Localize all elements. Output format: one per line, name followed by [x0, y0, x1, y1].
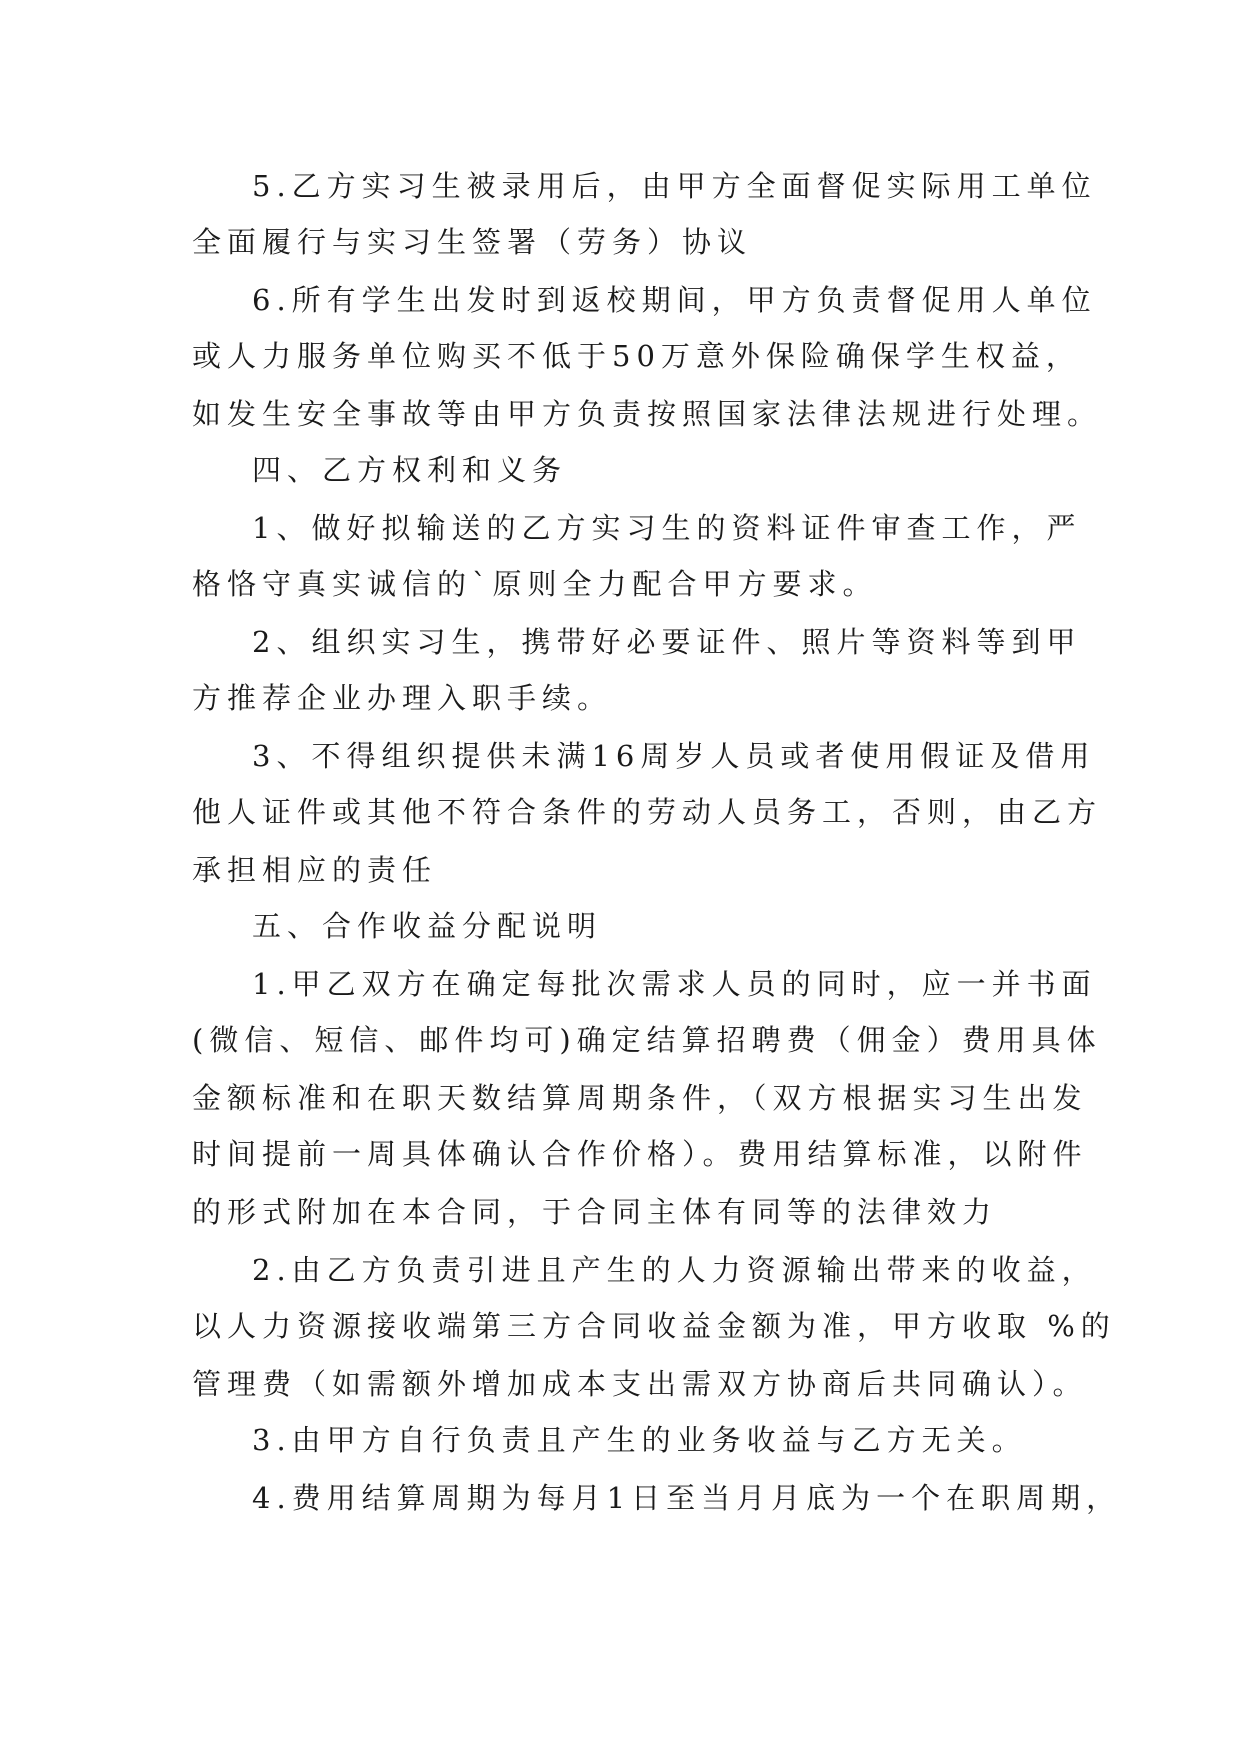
- text-line: 1、做好拟输送的乙方实习生的资料证件审查工作，严: [252, 511, 1082, 545]
- text-line: 以人力资源接收端第三方合同收益金额为准，甲方收取 %的: [192, 1309, 1116, 1343]
- text-line: 2.由乙方负责引进且产生的人力资源输出带来的收益，: [252, 1253, 1097, 1287]
- text-line: 1.甲乙双方在确定每批次需求人员的同时，应一并书面: [252, 967, 1097, 1001]
- text-line: 6.所有学生出发时到返校期间，甲方负责督促用人单位: [252, 283, 1097, 317]
- text-line: 3.由甲方自行负责且产生的业务收益与乙方无关。: [252, 1423, 1027, 1457]
- text-line: 3、不得组织提供未满16周岁人员或者使用假证及借用: [252, 739, 1096, 773]
- text-line: 金额标准和在职天数结算周期条件，（双方根据实习生出发: [192, 1081, 1088, 1115]
- text-line: 的形式附加在本合同，于合同主体有同等的法律效力: [192, 1195, 998, 1229]
- text-line: 他人证件或其他不符合条件的劳动人员务工，否则，由乙方: [192, 795, 1103, 829]
- text-line: 或人力服务单位购买不低于50万意外保险确保学生权益，: [192, 339, 1081, 373]
- text-line: 如发生安全事故等由甲方负责按照国家法律法规进行处理。: [192, 397, 1103, 431]
- text-line: 全面履行与实习生签署（劳务）协议: [192, 225, 753, 259]
- text-line: 承担相应的责任: [192, 853, 438, 887]
- section-heading: 四、乙方权利和义务: [252, 453, 568, 487]
- section-heading: 五、合作收益分配说明: [252, 909, 603, 943]
- text-line: 管理费（如需额外增加成本支出需双方协商后共同确认）。: [192, 1367, 1088, 1401]
- text-line: 4.费用结算周期为每月1日至当月月底为一个在职周期，: [252, 1481, 1122, 1515]
- text-line: (微信、短信、邮件均可)确定结算招聘费（佣金）费用具体: [192, 1023, 1102, 1057]
- text-line: 5.乙方实习生被录用后，由甲方全面督促实际用工单位: [252, 169, 1097, 203]
- text-line: 格恪守真实诚信的`原则全力配合甲方要求。: [192, 567, 878, 601]
- text-line: 时间提前一周具体确认合作价格）。费用结算标准，以附件: [192, 1137, 1088, 1171]
- text-line: 2、组织实习生，携带好必要证件、照片等资料等到甲: [252, 625, 1082, 659]
- text-line: 方推荐企业办理入职手续。: [192, 681, 613, 715]
